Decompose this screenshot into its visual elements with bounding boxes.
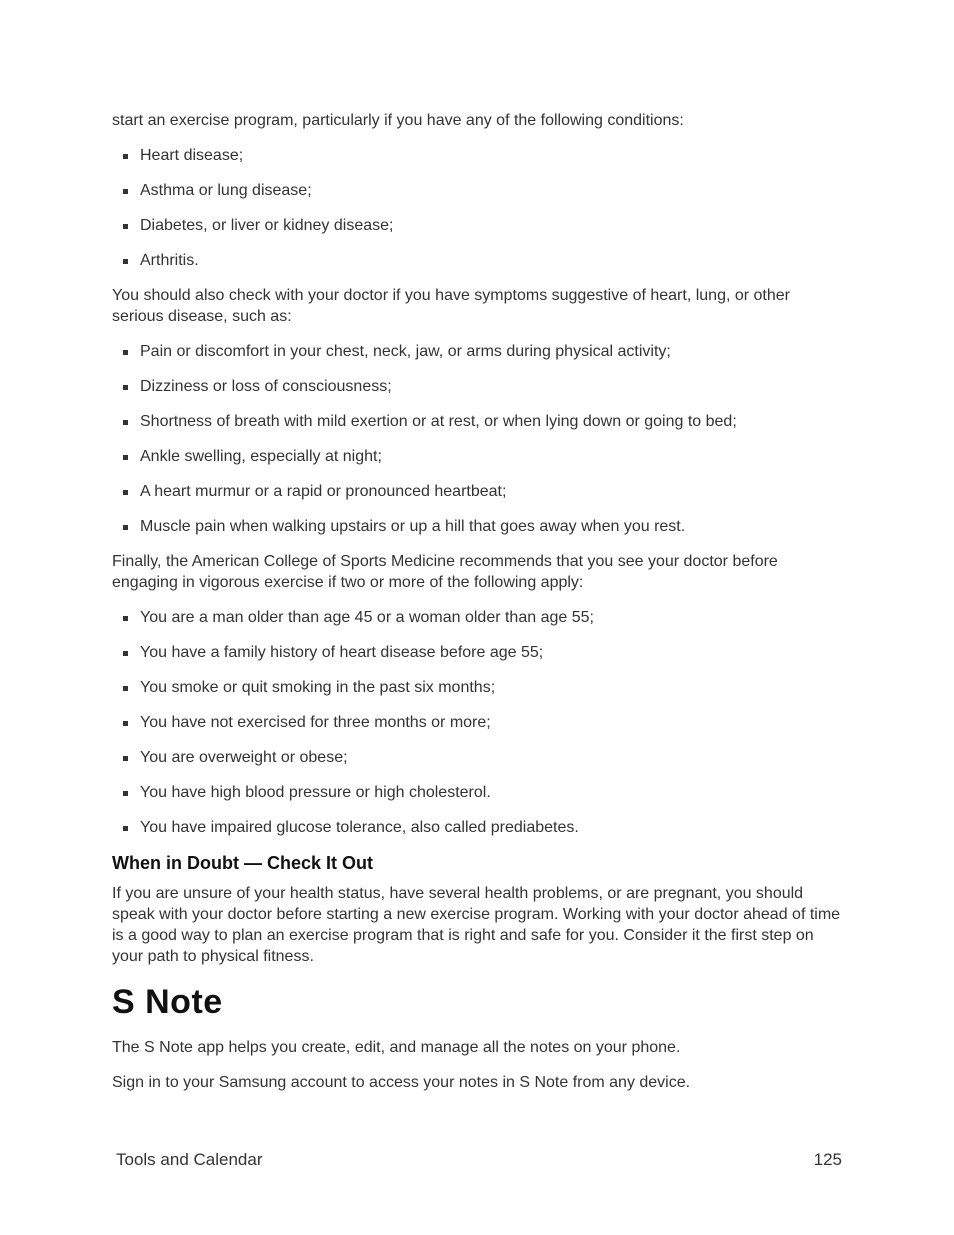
intro-paragraph: start an exercise program, particularly if you have any of the following conditions: [112, 112, 684, 129]
doubt-paragraph: If you are unsure of your health status, have several health problems, or are pregnant, you should speak with your doctor before starting a new exercise program. Working with your doctor ahead of time is a good way to plan an exercise program that is right and safe for you. Consider it the first step on your path to physical fitness. [112, 885, 841, 965]
list-item: Diabetes, or liver or kidney disease; [112, 215, 842, 236]
symptoms-list [112, 341, 842, 537]
bullet-icon [123, 651, 128, 656]
bullet-icon [123, 455, 128, 460]
list-item: You have a family history of heart disease before age 55; [112, 642, 842, 663]
list-item: Dizziness or loss of consciousness; [112, 376, 842, 397]
bullet-icon [123, 420, 128, 425]
list-item: You are overweight or obese; [112, 747, 842, 768]
bullet-icon [123, 616, 128, 621]
bullet-icon [123, 224, 128, 229]
bullet-icon [123, 826, 128, 831]
snote-paragraph-2: Sign in to your Samsung account to access your notes in S Note from any device. [112, 1074, 691, 1091]
bullet-icon [123, 525, 128, 530]
footer-section-title: Tools and Calendar [116, 1150, 263, 1169]
list-item: Asthma or lung disease; [112, 180, 842, 201]
bullet-icon [123, 154, 128, 159]
bullet-icon [123, 686, 128, 691]
doubt-heading: When in Doubt — Check It Out [112, 853, 373, 873]
list-item: Muscle pain when walking upstairs or up a hill that goes away when you rest. [112, 516, 842, 537]
symptoms-intro-paragraph: You should also check with your doctor if you have symptoms suggestive of heart, lung, or other serious disease, such as: [112, 287, 790, 325]
list-item: You smoke or quit smoking in the past six months; [112, 677, 842, 698]
list-item: Ankle swelling, especially at night; [112, 446, 842, 467]
list-item: You are a man older than age 45 or a woman older than age 55; [112, 607, 842, 628]
conditions-list [112, 145, 842, 271]
list-item: Heart disease; [112, 145, 842, 166]
footer-page-number: 125 [813, 1150, 842, 1169]
snote-paragraph-1: The S Note app helps you create, edit, and manage all the notes on your phone. [112, 1039, 681, 1056]
list-item: You have high blood pressure or high cholesterol. [112, 782, 842, 803]
list-item: Arthritis. [112, 250, 842, 271]
list-item: You have not exercised for three months or more; [112, 712, 842, 733]
bullet-icon [123, 385, 128, 390]
bullet-icon [123, 756, 128, 761]
list-item: Shortness of breath with mild exertion or at rest, or when lying down or going to bed; [112, 411, 842, 432]
bullet-icon [123, 791, 128, 796]
list-item: You have impaired glucose tolerance, also called prediabetes. [112, 817, 842, 838]
bullet-icon [123, 490, 128, 495]
bullet-icon [123, 189, 128, 194]
list-item: A heart murmur or a rapid or pronounced heartbeat; [112, 481, 842, 502]
document-body [112, 110, 842, 1107]
snote-heading: S Note [112, 983, 223, 1021]
bullet-icon [123, 721, 128, 726]
bullet-icon [123, 259, 128, 264]
list-item: Pain or discomfort in your chest, neck, jaw, or arms during physical activity; [112, 341, 842, 362]
bullet-icon [123, 350, 128, 355]
risk-factors-list [112, 607, 842, 838]
acsm-intro-paragraph: Finally, the American College of Sports Medicine recommends that you see your doctor before engaging in vigorous exercise if two or more of the following apply: [112, 553, 778, 591]
